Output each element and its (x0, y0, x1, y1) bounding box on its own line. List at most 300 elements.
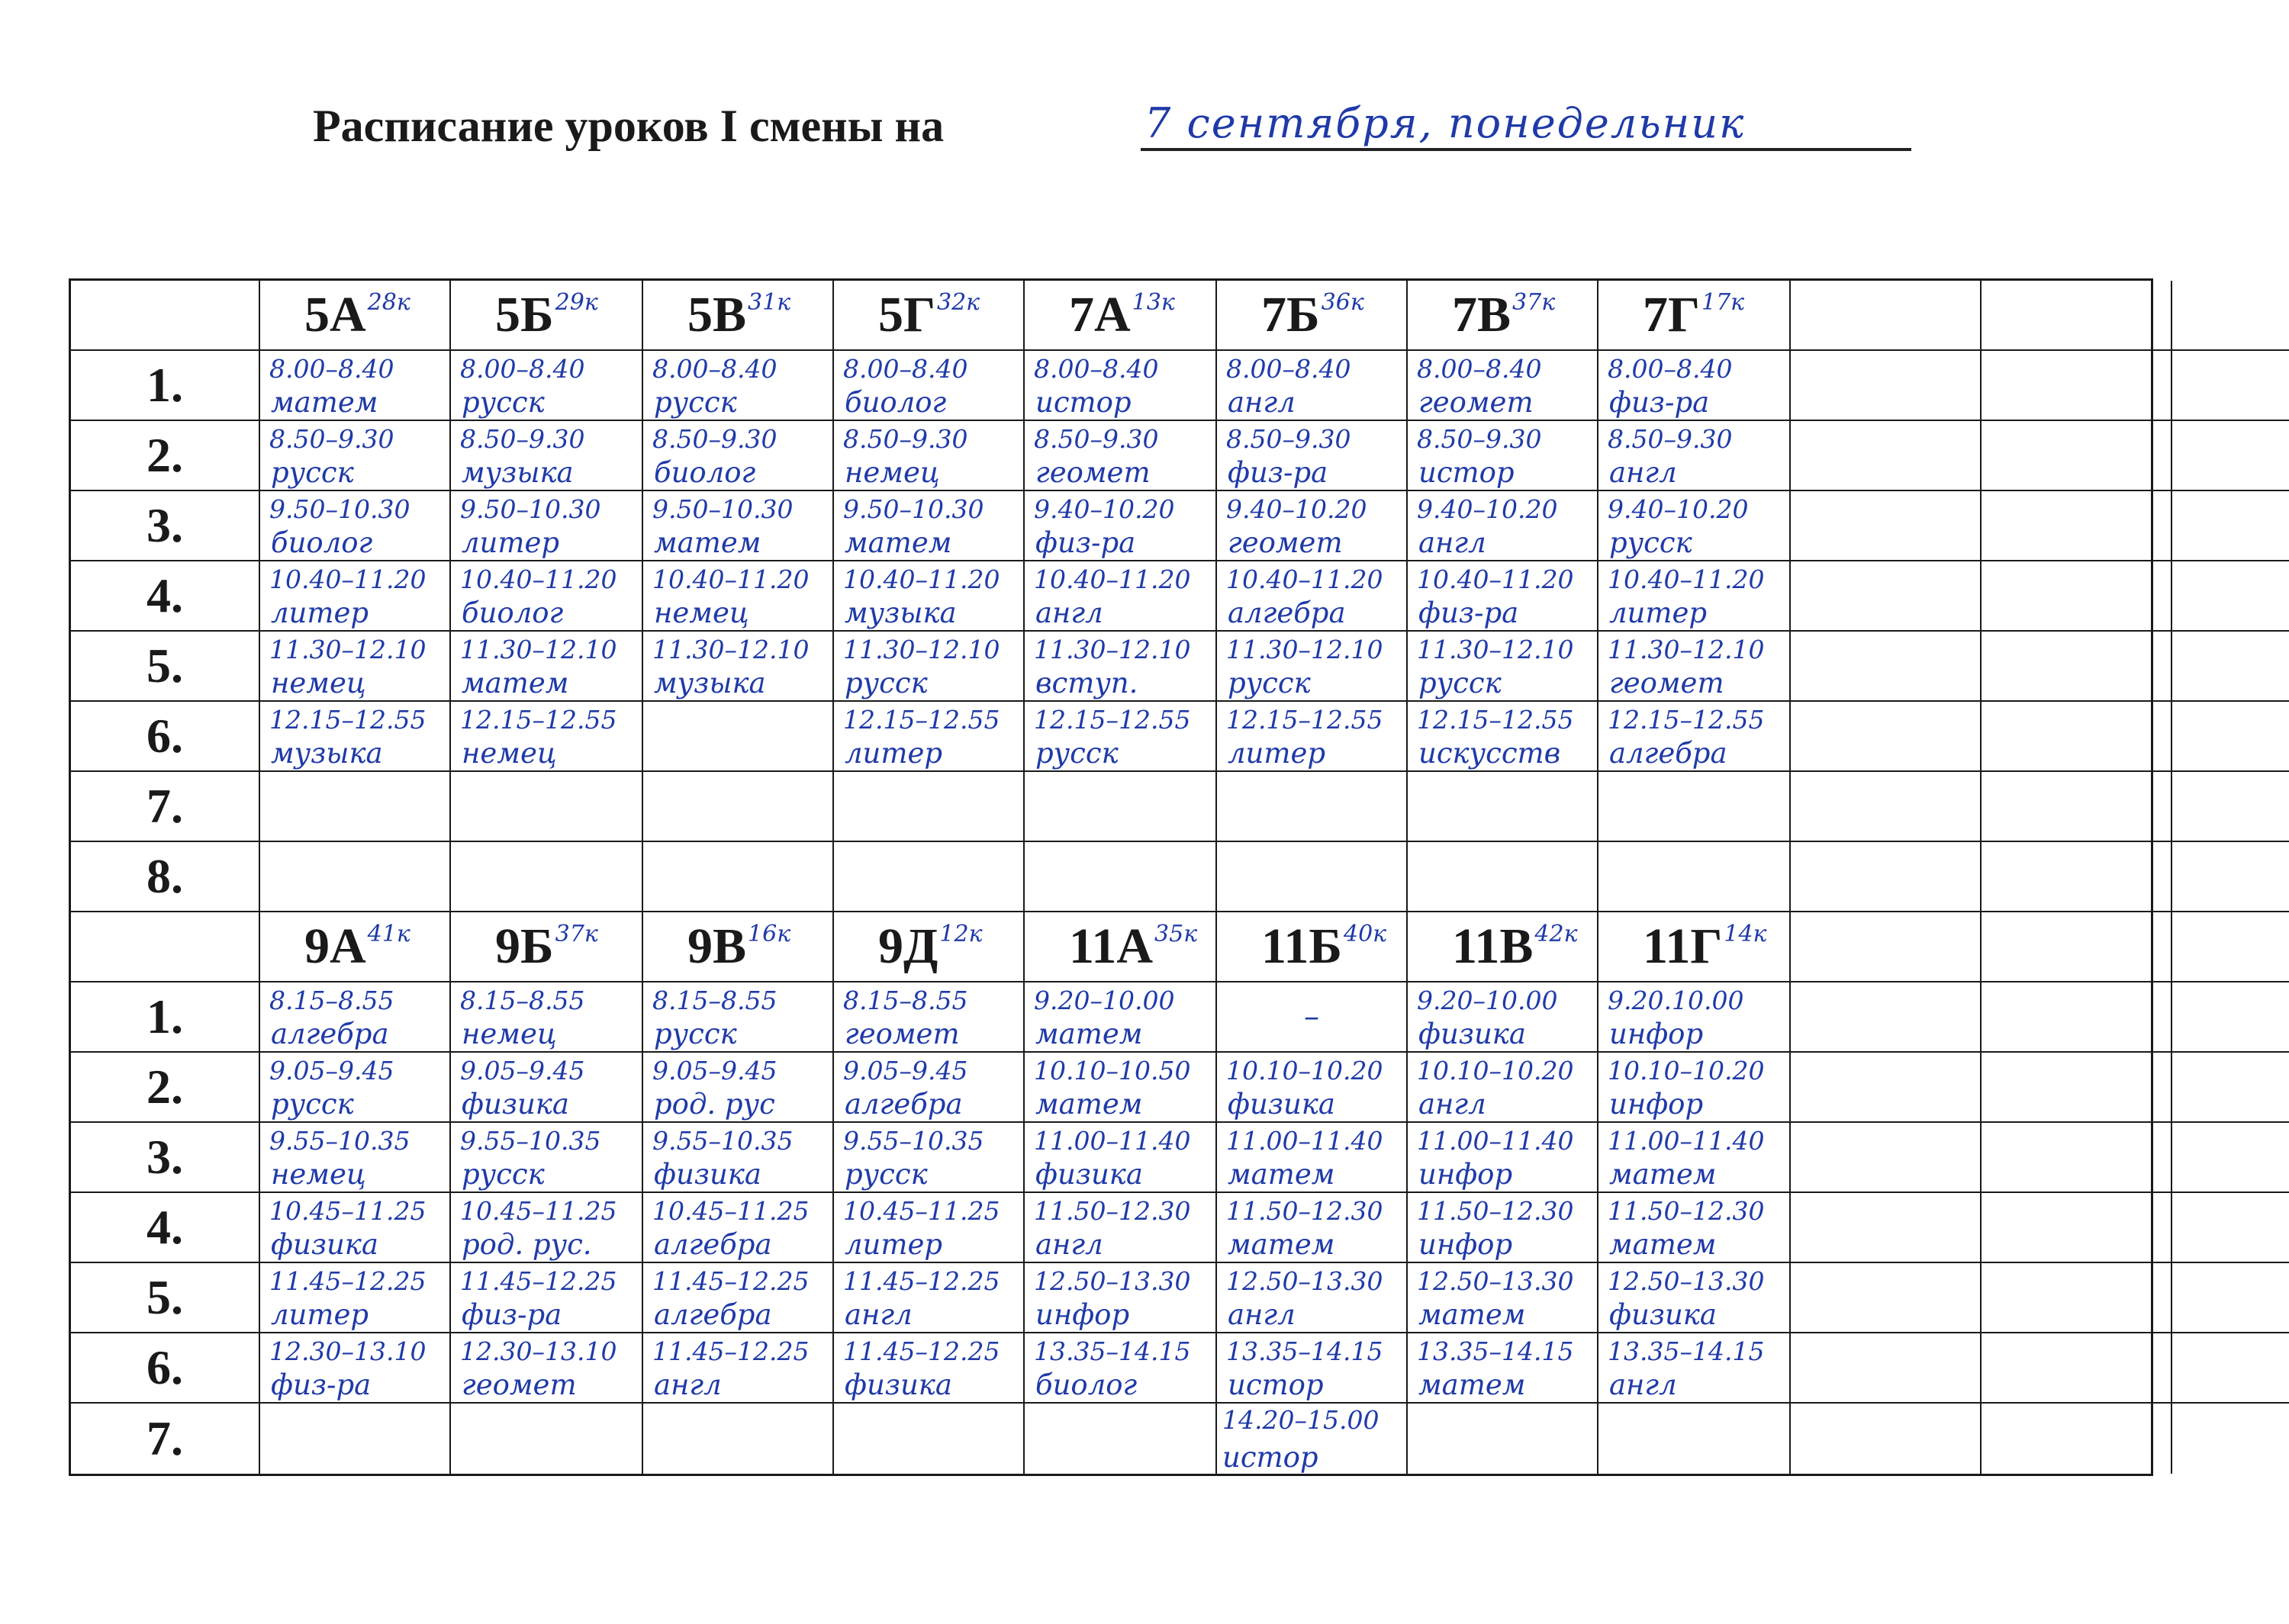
lesson-cell (1982, 982, 2172, 1053)
lesson-subject: русск (1418, 667, 1502, 699)
lesson-time: 10.40–11.20 (1034, 564, 1191, 594)
lesson-time: 8.50–9.30 (843, 424, 968, 454)
lesson-cell (260, 1193, 451, 1263)
lesson-cell (2172, 1263, 2289, 1333)
lesson-cell (260, 1263, 451, 1333)
page-title: Расписание уроков I смены на (313, 101, 945, 151)
lesson-time: 11.00–11.40 (1417, 1126, 1574, 1156)
lesson-cell (834, 842, 1025, 912)
lesson-cell (1598, 491, 1791, 561)
lesson-subject: матем (1609, 1228, 1717, 1261)
lesson-time: 8.50–9.30 (1608, 424, 1733, 454)
lesson-time: 8.00–8.40 (1226, 354, 1351, 384)
lesson-time: 13.35–14.15 (1608, 1336, 1765, 1366)
lesson-cell (1791, 1263, 1982, 1333)
lesson-time: 11.30–12.10 (1608, 635, 1765, 664)
lesson-subject: инфор (1609, 1088, 1704, 1121)
lesson-cell (260, 351, 451, 421)
lesson-cell (1791, 1053, 1982, 1123)
student-count: 37к (1512, 288, 1556, 316)
student-count: 37к (555, 920, 598, 947)
class-header (1791, 281, 1982, 351)
lesson-time: 8.15–8.55 (269, 986, 394, 1015)
lesson-time: 9.40–10.20 (1417, 494, 1558, 524)
lesson-subject: физ-ра (462, 1298, 562, 1331)
lesson-subject: русск (1609, 526, 1692, 559)
lesson-cell (834, 1404, 1025, 1474)
lesson-cell (1408, 1404, 1598, 1474)
lesson-cell (1598, 561, 1791, 632)
lesson-time: 8.50–9.30 (460, 424, 585, 454)
class-header (1217, 281, 1408, 351)
lesson-subject: музыка (462, 456, 574, 489)
lesson-time: 13.35–14.15 (1417, 1336, 1574, 1366)
lesson-cell (1025, 1193, 1217, 1263)
class-name: 5Б (495, 287, 554, 342)
lesson-subject: литер (462, 526, 560, 559)
lesson-time: 10.45–11.25 (269, 1196, 427, 1226)
lesson-time: 10.10–10.20 (1226, 1056, 1383, 1085)
lesson-time: 9.50–10.30 (460, 494, 601, 524)
lesson-subject: алгебра (845, 1088, 963, 1121)
lesson-time: 10.40–11.20 (1226, 564, 1383, 594)
lesson-subject: музыка (845, 597, 957, 629)
class-name: 7Б (1261, 287, 1320, 342)
lesson-cell (2172, 842, 2289, 912)
lesson-cell (1217, 561, 1408, 632)
lesson-cell (1598, 1123, 1791, 1193)
lesson-subject: физика (1609, 1298, 1717, 1331)
class-name: 9Д (878, 918, 938, 974)
lesson-cell (451, 1123, 643, 1193)
lesson-subject: русск (1228, 667, 1311, 699)
lesson-subject: алгебра (271, 1018, 389, 1050)
lesson-time: 11.45–12.25 (652, 1336, 810, 1366)
lesson-subject: немец (271, 1158, 366, 1191)
lesson-cell (1598, 1053, 1791, 1123)
lesson-cell (834, 1263, 1025, 1333)
lesson-time: 14.20–15.00 (1222, 1405, 1380, 1435)
lesson-time: 9.55–10.35 (652, 1126, 794, 1156)
lesson-time: 11.50–12.30 (1417, 1196, 1574, 1226)
class-name: 11В (1452, 918, 1534, 974)
lesson-subject: физика (654, 1158, 761, 1191)
lesson-cell (260, 1123, 451, 1193)
lesson-time: 10.40–11.20 (269, 564, 427, 594)
lesson-cell (1982, 1053, 2172, 1123)
lesson-time: 11.45–12.25 (843, 1266, 1000, 1296)
lesson-number: 8. (71, 842, 260, 912)
class-name: 5Г (878, 287, 935, 342)
lesson-time: 12.30–13.10 (460, 1336, 617, 1366)
lesson-time: 11.30–12.10 (269, 635, 427, 664)
lesson-cell (1982, 702, 2172, 772)
lesson-cell (1791, 1193, 1982, 1263)
lesson-time: 13.35–14.15 (1034, 1336, 1191, 1366)
lesson-cell (1791, 421, 1982, 491)
extra-lesson-11b (1222, 1405, 1379, 1474)
student-count: 17к (1701, 288, 1745, 316)
lesson-subject: физ-ра (1418, 597, 1519, 629)
lesson-number: 7. (71, 1404, 260, 1474)
lesson-cell (1598, 842, 1791, 912)
lesson-cell (1791, 1333, 1982, 1404)
lesson-subject: русск (1035, 737, 1119, 770)
student-count: 40к (1344, 920, 1387, 947)
student-count: 14к (1724, 920, 1767, 947)
lesson-subject: физика (271, 1228, 378, 1261)
lesson-time: 9.40–10.20 (1034, 494, 1175, 524)
lesson-time: 11.30–12.10 (843, 635, 1000, 664)
lesson-cell (1217, 1193, 1408, 1263)
lesson-time: 12.15–12.55 (460, 705, 617, 735)
lesson-cell (1217, 491, 1408, 561)
class-header (1025, 912, 1217, 982)
lesson-cell (1025, 842, 1217, 912)
lesson-number: 7. (71, 772, 260, 842)
lesson-subject: литер (1228, 737, 1326, 770)
lesson-cell (2172, 1193, 2289, 1263)
class-name: 11Б (1261, 918, 1342, 974)
lesson-cell (1791, 702, 1982, 772)
lesson-subject: матем (1035, 1018, 1143, 1050)
lesson-time: 12.50–13.30 (1608, 1266, 1765, 1296)
lesson-time: 8.00–8.40 (652, 354, 777, 384)
class-header (451, 281, 643, 351)
lesson-cell (1598, 351, 1791, 421)
lesson-cell (451, 1333, 643, 1404)
lesson-cell (1408, 1193, 1598, 1263)
lesson-cell (260, 561, 451, 632)
lesson-subject: физ-ра (1609, 386, 1710, 419)
class-header (834, 912, 1025, 982)
lesson-cell (1408, 1333, 1598, 1404)
lesson-cell (1791, 982, 1982, 1053)
class-name: 11Г (1643, 918, 1723, 974)
class-header (260, 281, 451, 351)
lesson-cell (1982, 421, 2172, 491)
lesson-cell (1408, 421, 1598, 491)
lesson-subject: музыка (271, 737, 383, 770)
lesson-cell (260, 982, 451, 1053)
lesson-cell (2172, 561, 2289, 632)
lesson-cell (1217, 1263, 1408, 1333)
lesson-time: 9.50–10.30 (652, 494, 794, 524)
class-name: 7А (1069, 287, 1131, 342)
lesson-subject: геомет (1609, 667, 1724, 699)
lesson-time: 11.00–11.40 (1226, 1126, 1383, 1156)
lesson-cell (1408, 1123, 1598, 1193)
lesson-subject: физика (845, 1368, 952, 1401)
lesson-cell (1408, 561, 1598, 632)
lesson-cell (451, 842, 643, 912)
lesson-cell (1217, 1333, 1408, 1404)
lesson-subject: истор (1418, 456, 1515, 489)
lesson-cell (1025, 491, 1217, 561)
lesson-time: 12.15–12.55 (1417, 705, 1574, 735)
lesson-time: 12.30–13.10 (269, 1336, 427, 1366)
lesson-cell (1408, 351, 1598, 421)
class-header (643, 912, 834, 982)
lesson-cell (643, 561, 834, 632)
lesson-number: 6. (71, 1333, 260, 1404)
lesson-subject: немец (654, 597, 749, 629)
lesson-cell (1982, 491, 2172, 561)
lesson-cell (834, 772, 1025, 842)
lesson-time: 8.50–9.30 (269, 424, 394, 454)
lesson-time: 11.50–12.30 (1034, 1196, 1191, 1226)
lesson-cell (2172, 702, 2289, 772)
lesson-subject: русск (462, 386, 545, 419)
lesson-time: 8.00–8.40 (1608, 354, 1733, 384)
lesson-time: 9.05–9.45 (269, 1056, 394, 1085)
lesson-cell (451, 1193, 643, 1263)
lesson-subject: биолог (845, 386, 947, 419)
lesson-subject: физика (1035, 1158, 1143, 1191)
lesson-cell (1982, 772, 2172, 842)
lesson-subject: истор (1228, 1368, 1324, 1401)
lesson-cell (1791, 1123, 1982, 1193)
lesson-time: 9.55–10.35 (269, 1126, 410, 1156)
lesson-cell (260, 842, 451, 912)
lesson-cell (643, 982, 834, 1053)
student-count: 41к (367, 920, 410, 947)
lesson-cell (1982, 842, 2172, 912)
schedule-table (69, 278, 2153, 1476)
lesson-time: 12.50–13.30 (1417, 1266, 1574, 1296)
lesson-subject: англ (1609, 1368, 1677, 1401)
lesson-time: 8.50–9.30 (652, 424, 777, 454)
lesson-number: 3. (71, 1123, 260, 1193)
lesson-cell (1791, 1404, 1982, 1474)
lesson-number: 1. (71, 982, 260, 1053)
lesson-time: 10.45–11.25 (652, 1196, 810, 1226)
lesson-cell (1408, 842, 1598, 912)
lesson-subject: геомет (1035, 456, 1151, 489)
lesson-cell (834, 1193, 1025, 1263)
lesson-cell (2172, 421, 2289, 491)
lesson-cell (1598, 421, 1791, 491)
lesson-time: 9.05–9.45 (652, 1056, 777, 1085)
class-name: 9В (687, 918, 747, 974)
class-header (643, 281, 834, 351)
lesson-cell (1025, 561, 1217, 632)
student-count: 31к (748, 288, 791, 316)
lesson-cell (643, 1123, 834, 1193)
lesson-subject: истор (1222, 1441, 1318, 1474)
lesson-time: 9.55–10.35 (843, 1126, 984, 1156)
lesson-subject: англ (654, 1368, 722, 1401)
lesson-subject: англ (1035, 1228, 1103, 1261)
lesson-subject: геомет (462, 1368, 577, 1401)
lesson-cell (260, 1404, 451, 1474)
lesson-time: 11.30–12.10 (1417, 635, 1574, 664)
student-count: 36к (1321, 288, 1364, 316)
lesson-subject: русск (654, 1018, 737, 1050)
lesson-cell (260, 1053, 451, 1123)
lesson-cell (1025, 1053, 1217, 1123)
lesson-cell (451, 421, 643, 491)
lesson-subject: инфор (1035, 1298, 1130, 1331)
lesson-subject: матем (1228, 1158, 1335, 1191)
lesson-cell (1598, 1193, 1791, 1263)
lesson-time: 9.05–9.45 (843, 1056, 968, 1085)
lesson-time: 8.00–8.40 (460, 354, 585, 384)
lesson-cell (834, 1123, 1025, 1193)
lesson-cell (1982, 632, 2172, 702)
lesson-time: 8.00–8.40 (269, 354, 394, 384)
class-header (2172, 281, 2289, 351)
lesson-subject: геомет (1228, 526, 1343, 559)
lesson-subject: биолог (462, 597, 564, 629)
lesson-time: 10.10–10.20 (1417, 1056, 1574, 1085)
lesson-cell (643, 772, 834, 842)
lesson-cell (451, 351, 643, 421)
lesson-subject: немец (845, 456, 940, 489)
lesson-cell (260, 702, 451, 772)
lesson-time: 10.10–10.50 (1034, 1056, 1191, 1085)
lesson-cell (1217, 632, 1408, 702)
lesson-subject: инфор (1418, 1158, 1513, 1191)
lesson-subject: литер (271, 597, 369, 629)
lesson-cell (1217, 1053, 1408, 1123)
lesson-cell (260, 772, 451, 842)
lesson-cell (2172, 772, 2289, 842)
lesson-subject: род. рус (654, 1088, 775, 1121)
lesson-cell (1217, 421, 1408, 491)
lesson-cell (451, 1404, 643, 1474)
lesson-time: 8.50–9.30 (1417, 424, 1542, 454)
lesson-subject: матем (1035, 1088, 1143, 1121)
lesson-cell (1025, 351, 1217, 421)
lesson-cell (2172, 1123, 2289, 1193)
lesson-time: 9.55–10.35 (460, 1126, 601, 1156)
lesson-cell (643, 1333, 834, 1404)
lesson-subject: англ (1228, 386, 1296, 419)
lesson-time: 12.15–12.55 (1608, 705, 1765, 735)
lesson-cell (451, 702, 643, 772)
lesson-time: 8.00–8.40 (843, 354, 968, 384)
lesson-time: 12.50–13.30 (1226, 1266, 1383, 1296)
lesson-time: 12.50–13.30 (1034, 1266, 1191, 1296)
lesson-cell (451, 1053, 643, 1123)
student-count: 28к (367, 288, 410, 316)
lesson-time: 8.50–9.30 (1226, 424, 1351, 454)
title-date-handwritten: 7 сентября, понедельник (1144, 99, 1746, 147)
lesson-subject: алгебра (654, 1228, 772, 1261)
lesson-cell (451, 1263, 643, 1333)
lesson-subject: русск (845, 667, 928, 699)
lesson-number: 4. (71, 1193, 260, 1263)
lesson-subject: матем (845, 526, 952, 559)
lesson-time: 13.35–14.15 (1226, 1336, 1383, 1366)
lesson-subject: англ (1228, 1298, 1296, 1331)
class-header (451, 912, 643, 982)
lesson-cell (1598, 702, 1791, 772)
class-header (1598, 912, 1791, 982)
class-name: 5В (687, 287, 747, 342)
lesson-time: 10.40–11.20 (1608, 564, 1765, 594)
lesson-subject: англ (1609, 456, 1677, 489)
lesson-time: 9.20–10.00 (1417, 986, 1558, 1015)
lesson-time: 10.40–11.20 (652, 564, 810, 594)
lesson-cell (1025, 1333, 1217, 1404)
lesson-cell (1217, 702, 1408, 772)
lesson-subject: физ-ра (271, 1368, 372, 1401)
student-count: 29к (555, 288, 598, 316)
lesson-cell (451, 561, 643, 632)
lesson-subject: музыка (654, 667, 766, 699)
lesson-cell (1025, 1123, 1217, 1193)
lesson-number: 2. (71, 1053, 260, 1123)
lesson-time: 11.45–12.25 (460, 1266, 617, 1296)
lesson-cell (643, 1263, 834, 1333)
lesson-subject: матем (654, 526, 761, 559)
lesson-subject: литер (271, 1298, 369, 1331)
lesson-cell (834, 351, 1025, 421)
lesson-cell (643, 1193, 834, 1263)
lesson-time: 11.30–12.10 (460, 635, 617, 664)
student-count: 35к (1154, 920, 1198, 947)
lesson-time: 9.20–10.00 (1034, 986, 1175, 1015)
lesson-subject: инфор (1609, 1018, 1704, 1050)
lesson-subject: немец (271, 667, 366, 699)
class-header (1598, 281, 1791, 351)
lesson-subject: инфор (1418, 1228, 1513, 1261)
lesson-time: 8.15–8.55 (460, 986, 585, 1015)
lesson-subject: истор (1035, 386, 1132, 419)
lesson-subject: матем (1609, 1158, 1717, 1191)
lesson-cell (643, 1404, 834, 1474)
lesson-subject: искусств (1418, 737, 1561, 770)
lesson-cell (834, 1333, 1025, 1404)
lesson-cell (1791, 491, 1982, 561)
lesson-time: 11.30–12.10 (1226, 635, 1383, 664)
lesson-number: 5. (71, 1263, 260, 1333)
lesson-cell (451, 632, 643, 702)
lesson-cell (260, 632, 451, 702)
lesson-cell (1025, 772, 1217, 842)
class-name: 5А (304, 287, 366, 342)
student-count: 12к (939, 920, 983, 947)
lesson-subject: англ (1035, 597, 1103, 629)
lesson-cell (2172, 1053, 2289, 1123)
lesson-time: 8.50–9.30 (1034, 424, 1159, 454)
lesson-cell (1598, 1404, 1791, 1474)
lesson-number: 6. (71, 702, 260, 772)
lesson-time: 11.50–12.30 (1226, 1196, 1383, 1226)
lesson-subject: русск (271, 456, 354, 489)
lesson-subject: русск (845, 1158, 928, 1191)
lesson-number: 1. (71, 351, 260, 421)
lesson-subject: алгебра (1228, 597, 1346, 629)
lesson-cell (834, 561, 1025, 632)
lesson-number: 4. (71, 561, 260, 632)
lesson-subject: литер (1609, 597, 1708, 629)
lesson-subject: физика (462, 1088, 569, 1121)
header-corner (71, 912, 260, 982)
lesson-time: 8.15–8.55 (652, 986, 777, 1015)
lesson-cell (1598, 632, 1791, 702)
lesson-subject: алгебра (654, 1298, 772, 1331)
lesson-cell (643, 351, 834, 421)
lesson-number: 5. (71, 632, 260, 702)
lesson-subject: русск (271, 1088, 354, 1121)
lesson-time: 9.40–10.20 (1608, 494, 1749, 524)
lesson-cell (1408, 772, 1598, 842)
lesson-subject: англ (1418, 1088, 1486, 1121)
lesson-time: 9.05–9.45 (460, 1056, 585, 1085)
